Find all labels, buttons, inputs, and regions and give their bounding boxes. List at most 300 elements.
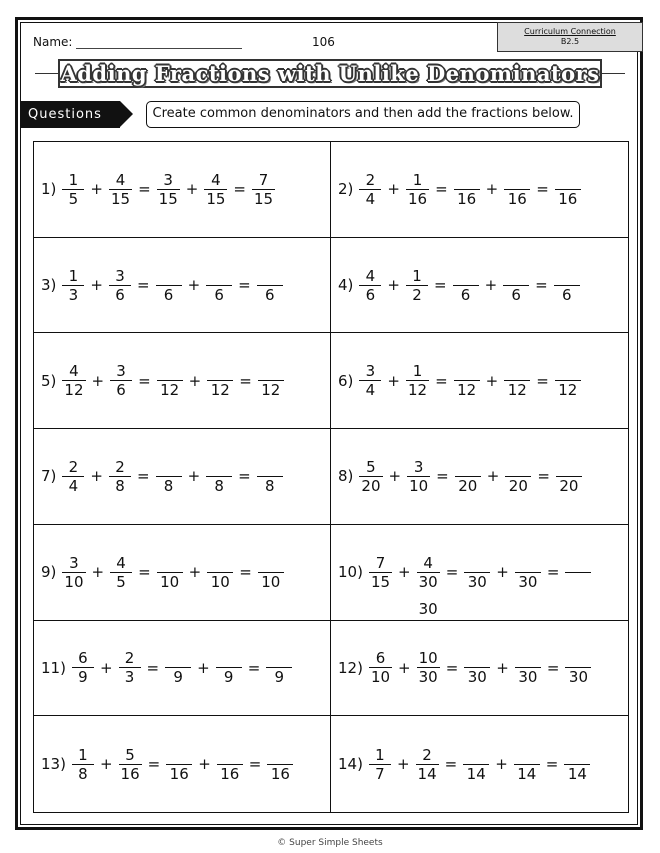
second-addend-numerator: 2 (124, 649, 135, 668)
answer-fraction (252, 171, 275, 208)
problem-cell (331, 142, 628, 238)
answer-denominator: 30 (568, 668, 588, 687)
converted-first-denominator: 30 (467, 572, 487, 591)
converted-second-fraction[interactable] (206, 458, 232, 495)
plus-sign: + (188, 563, 202, 582)
curriculum-title: Curriculum Connection (524, 27, 616, 36)
converted-first-denominator: 20 (458, 476, 478, 495)
equals-sign: = (545, 755, 559, 774)
second-addend-fraction (109, 267, 131, 304)
converted-second-numerator[interactable] (515, 171, 519, 189)
second-addend-denominator: 16 (407, 189, 428, 208)
problem-number: 12) (338, 658, 363, 677)
answer-fraction[interactable] (267, 746, 293, 783)
converted-second-fraction[interactable] (207, 362, 233, 399)
converted-second-denominator: 30 (518, 572, 538, 591)
first-addend-fraction (369, 554, 392, 591)
first-addend-denominator: 4 (365, 381, 376, 400)
first-addend-denominator: 20 (361, 476, 381, 495)
converted-first-numerator[interactable] (474, 746, 478, 764)
first-addend-numerator: 3 (69, 553, 79, 572)
answer-denominator: 6 (561, 285, 572, 304)
plus-sign: + (387, 276, 400, 295)
converted-first-denominator: 16 (169, 764, 189, 783)
first-addend-numerator: 2 (365, 170, 376, 189)
answer-denominator: 14 (567, 764, 587, 783)
converted-first-numerator[interactable] (464, 267, 468, 285)
first-addend-denominator: 3 (68, 285, 79, 304)
plus-sign: + (485, 180, 499, 199)
converted-second-denominator: 16 (220, 764, 240, 783)
answer-fraction[interactable] (556, 458, 582, 495)
answer-numerator[interactable] (576, 649, 580, 667)
problem-cell (34, 716, 331, 812)
converted-first-denominator: 16 (457, 189, 477, 208)
equals-sign: = (535, 276, 548, 295)
plus-sign: + (398, 563, 411, 582)
second-addend-fraction (406, 171, 429, 208)
plus-sign: + (486, 467, 500, 486)
converted-second-numerator[interactable] (218, 554, 222, 572)
converted-second-denominator: 12 (210, 381, 230, 400)
equals-sign: = (233, 180, 246, 199)
problem-cell (34, 238, 331, 334)
converted-first-fraction[interactable] (455, 458, 481, 495)
converted-second-fraction[interactable] (217, 746, 243, 783)
converted-first-fraction[interactable] (463, 746, 489, 783)
plus-sign: + (485, 371, 499, 390)
first-addend-fraction (369, 746, 391, 783)
equals-sign: = (146, 658, 160, 677)
answer-numerator[interactable] (268, 458, 272, 476)
answer-fraction[interactable] (565, 554, 591, 591)
converted-first-denominator: 6 (163, 285, 174, 304)
plus-sign: + (198, 755, 211, 774)
second-addend-fraction (109, 458, 131, 495)
second-addend-fraction (406, 362, 429, 399)
answer-fraction[interactable] (257, 458, 283, 495)
name-field[interactable] (33, 35, 242, 49)
second-addend-denominator: 8 (115, 476, 125, 495)
instruction-box: Create common denominators and then add the fractions below. (146, 101, 580, 128)
converted-second-fraction[interactable] (504, 362, 530, 399)
converted-first-numerator[interactable] (475, 649, 479, 667)
second-addend-denominator: 3 (124, 668, 135, 687)
first-addend-denominator: 10 (370, 668, 391, 687)
second-addend-fraction (109, 171, 132, 208)
answer-numerator[interactable] (277, 649, 281, 667)
plus-sign: + (187, 276, 201, 295)
plus-sign: + (90, 276, 103, 295)
converted-second-numerator[interactable] (514, 267, 518, 285)
plus-sign: + (99, 658, 113, 677)
equals-sign: = (436, 467, 449, 486)
second-addend-denominator: 16 (120, 764, 140, 783)
second-addend-numerator: 2 (115, 457, 125, 476)
answer-numerator: 7 (258, 170, 269, 189)
second-addend-fraction (119, 649, 141, 686)
answer-numerator[interactable] (268, 267, 272, 285)
converted-second-numerator[interactable] (227, 649, 231, 667)
second-addend-fraction (406, 267, 428, 304)
equals-sign: = (435, 371, 448, 390)
converted-first-fraction[interactable] (464, 554, 490, 591)
converted-first-numerator[interactable] (176, 649, 180, 667)
answer-denominator: 9 (274, 668, 285, 687)
first-addend-numerator: 7 (375, 553, 386, 572)
converted-first-numerator[interactable] (465, 171, 469, 189)
second-addend-numerator: 4 (115, 170, 126, 189)
first-addend-denominator: 7 (375, 764, 385, 783)
converted-second-numerator[interactable] (525, 746, 529, 764)
converted-first-fraction (157, 171, 180, 208)
answer-fraction[interactable] (565, 649, 591, 686)
plus-sign: + (99, 755, 113, 774)
answer-numerator[interactable] (566, 362, 570, 380)
equals-sign: = (546, 658, 560, 677)
answer-fraction[interactable] (564, 746, 590, 783)
second-addend-fraction (417, 649, 440, 686)
converted-second-denominator: 12 (507, 381, 527, 400)
converted-second-numerator[interactable] (516, 458, 520, 476)
problem-number: 10) (338, 563, 363, 582)
problem-number: 7) (41, 467, 57, 486)
first-addend-fraction (62, 458, 84, 495)
first-addend-fraction (62, 554, 85, 591)
problems-grid (33, 141, 629, 813)
first-addend-fraction (62, 362, 85, 399)
name-line[interactable] (76, 36, 242, 49)
second-addend-numerator: 3 (115, 266, 125, 285)
problem-number: 11) (41, 658, 66, 677)
second-addend-extra-number: 30 (418, 599, 438, 618)
second-addend-fraction (119, 746, 142, 783)
converted-first-denominator: 14 (466, 764, 486, 783)
answer-fraction[interactable] (554, 267, 580, 304)
answer-denominator: 15 (254, 189, 274, 208)
converted-first-fraction[interactable] (157, 554, 183, 591)
converted-first-denominator: 12 (160, 381, 180, 400)
plus-sign: + (91, 563, 105, 582)
plus-sign: + (187, 467, 201, 486)
plus-sign: + (388, 467, 402, 486)
first-addend-numerator: 1 (375, 745, 385, 764)
plus-sign: + (185, 180, 199, 199)
answer-numerator[interactable] (567, 458, 571, 476)
converted-second-denominator: 14 (517, 764, 537, 783)
first-addend-numerator: 4 (69, 362, 79, 381)
answer-fraction[interactable] (266, 649, 292, 686)
answer-fraction[interactable] (555, 362, 581, 399)
problem-number: 4) (338, 276, 354, 295)
converted-first-numerator[interactable] (168, 362, 172, 380)
second-addend-numerator: 4 (116, 553, 126, 572)
first-addend-denominator: 8 (78, 764, 88, 783)
converted-second-numerator: 4 (211, 170, 221, 189)
questions-label: Questions (20, 101, 120, 128)
answer-fraction[interactable] (257, 267, 283, 304)
questions-arrow (120, 101, 133, 127)
problem-number: 6) (338, 371, 354, 390)
worksheet-title (58, 59, 602, 88)
problem-cell (331, 333, 628, 429)
first-addend-fraction (359, 458, 382, 495)
second-addend-numerator: 2 (422, 745, 432, 764)
converted-second-fraction[interactable] (207, 554, 233, 591)
second-addend-denominator: 6 (116, 381, 126, 400)
converted-second-numerator[interactable] (526, 649, 530, 667)
second-addend-numerator: 3 (413, 457, 424, 476)
answer-fraction[interactable] (258, 554, 284, 591)
converted-first-fraction[interactable] (454, 362, 480, 399)
second-addend-numerator: 10 (418, 649, 438, 668)
answer-numerator[interactable] (566, 171, 570, 189)
curriculum-connection-box (497, 22, 643, 52)
converted-second-numerator[interactable] (218, 362, 222, 380)
second-addend-denominator: 15 (110, 189, 131, 208)
equals-sign: = (239, 371, 252, 390)
second-addend-denominator: 30 (418, 572, 438, 591)
first-addend-denominator: 15 (370, 572, 391, 591)
converted-first-numerator: 3 (163, 170, 173, 189)
converted-second-fraction[interactable] (504, 171, 530, 208)
plus-sign: + (90, 467, 103, 486)
first-addend-numerator: 1 (68, 170, 79, 189)
plus-sign: + (496, 563, 509, 582)
first-addend-denominator: 12 (64, 381, 84, 400)
second-addend-denominator: 6 (115, 285, 125, 304)
converted-second-denominator: 16 (507, 189, 527, 208)
answer-fraction[interactable] (258, 362, 284, 399)
first-addend-numerator: 6 (78, 649, 88, 668)
converted-first-numerator[interactable] (177, 746, 181, 764)
equals-sign: = (433, 276, 447, 295)
converted-second-numerator[interactable] (228, 746, 232, 764)
first-addend-denominator: 4 (365, 189, 376, 208)
second-addend-numerator: 4 (423, 553, 433, 572)
converted-first-fraction[interactable] (156, 458, 182, 495)
plus-sign: + (496, 658, 509, 677)
converted-second-denominator: 15 (206, 189, 226, 208)
converted-first-denominator: 15 (158, 189, 178, 208)
problem-number: 3) (41, 276, 57, 295)
plus-sign: + (495, 755, 508, 774)
second-addend-numerator: 5 (125, 745, 135, 764)
equals-sign: = (238, 467, 251, 486)
problem-cell (331, 429, 628, 525)
second-addend-fraction (110, 362, 132, 399)
converted-first-denominator: 6 (460, 285, 471, 304)
converted-second-fraction (204, 171, 227, 208)
answer-numerator[interactable] (269, 554, 273, 572)
second-addend-denominator: 2 (412, 285, 422, 304)
equals-sign: = (138, 371, 151, 390)
first-addend-numerator: 5 (366, 457, 376, 476)
converted-first-numerator[interactable] (475, 554, 479, 572)
answer-denominator: 12 (261, 381, 281, 400)
answer-numerator[interactable] (576, 554, 580, 572)
first-addend-fraction (62, 267, 84, 304)
plus-sign: + (387, 371, 400, 390)
converted-first-fraction[interactable] (157, 362, 183, 399)
answer-denominator: 16 (270, 764, 290, 783)
plus-sign: + (387, 180, 400, 199)
converted-second-fraction[interactable] (216, 649, 242, 686)
second-addend-denominator: 14 (417, 764, 437, 783)
equals-sign: = (239, 563, 252, 582)
converted-second-denominator: 6 (511, 285, 521, 304)
title-rule-left (35, 73, 59, 74)
problem-cell (34, 142, 331, 238)
converted-second-fraction[interactable] (505, 458, 531, 495)
converted-first-denominator: 10 (160, 572, 180, 591)
converted-second-numerator[interactable] (217, 458, 221, 476)
converted-second-denominator: 30 (518, 668, 538, 687)
plus-sign: + (90, 180, 103, 199)
problem-number: 9) (41, 563, 57, 582)
converted-second-fraction[interactable] (515, 649, 541, 686)
equals-sign: = (138, 180, 151, 199)
curriculum-code: B2.5 (560, 37, 580, 46)
plus-sign: + (398, 658, 411, 677)
converted-first-denominator: 30 (467, 668, 487, 687)
second-addend-numerator: 1 (412, 170, 423, 189)
second-addend-denominator: 30 (418, 668, 438, 687)
converted-first-fraction[interactable] (156, 267, 182, 304)
first-addend-numerator: 1 (78, 745, 88, 764)
problem-cell (34, 621, 331, 717)
converted-second-numerator[interactable] (526, 554, 530, 572)
converted-second-denominator: 6 (214, 285, 224, 304)
first-addend-denominator: 10 (64, 572, 84, 591)
converted-second-fraction[interactable] (206, 267, 232, 304)
worksheet-title-text: Adding Fractions with Unlike Denominators (60, 61, 600, 86)
equals-sign: = (444, 755, 458, 774)
equals-sign: = (537, 467, 550, 486)
converted-second-denominator: 9 (223, 668, 234, 687)
first-addend-numerator: 2 (68, 457, 79, 476)
problem-number: 2) (338, 180, 354, 199)
first-addend-denominator: 6 (365, 285, 376, 304)
name-label: Name: (33, 35, 73, 49)
converted-second-fraction[interactable] (514, 746, 540, 783)
first-addend-fraction (359, 171, 381, 208)
equals-sign: = (445, 658, 459, 677)
answer-denominator: 16 (558, 189, 578, 208)
first-addend-fraction (369, 649, 392, 686)
second-addend-denominator: 5 (116, 572, 126, 591)
converted-first-fraction[interactable] (453, 267, 479, 304)
equals-sign: = (136, 276, 150, 295)
answer-numerator[interactable] (269, 362, 273, 380)
plus-sign: + (188, 371, 202, 390)
converted-first-numerator[interactable] (466, 458, 470, 476)
problem-cell (34, 333, 331, 429)
plus-sign: + (197, 658, 210, 677)
problem-number: 8) (338, 467, 354, 486)
converted-second-denominator: 10 (210, 572, 230, 591)
problem-cell (331, 621, 628, 717)
converted-second-numerator[interactable] (515, 362, 519, 380)
equals-sign: = (435, 180, 448, 199)
equals-sign: = (536, 180, 549, 199)
answer-denominator: 6 (264, 285, 275, 304)
equals-sign: = (445, 563, 459, 582)
converted-second-fraction[interactable] (515, 554, 541, 591)
problem-cell (331, 716, 628, 812)
converted-first-fraction[interactable] (454, 171, 480, 208)
converted-first-numerator[interactable] (168, 554, 172, 572)
plus-sign: + (91, 371, 105, 390)
equals-sign: = (136, 467, 150, 486)
problem-cell (331, 238, 628, 334)
second-addend-fraction (416, 746, 439, 783)
converted-first-denominator: 12 (457, 381, 477, 400)
problem-cell (34, 429, 331, 525)
plus-sign: + (396, 755, 410, 774)
first-addend-numerator: 4 (365, 266, 376, 285)
converted-first-fraction[interactable] (166, 746, 192, 783)
page-number: 106 (312, 35, 335, 49)
answer-numerator[interactable] (565, 267, 569, 285)
converted-first-numerator[interactable] (167, 458, 171, 476)
converted-first-fraction[interactable] (165, 649, 191, 686)
equals-sign: = (138, 563, 151, 582)
second-addend-numerator: 1 (412, 362, 423, 381)
problem-cell (34, 525, 331, 621)
converted-first-denominator: 9 (173, 668, 183, 687)
answer-denominator: 10 (261, 572, 281, 591)
problem-number: 13) (41, 755, 66, 774)
answer-numerator[interactable] (575, 746, 579, 764)
converted-second-numerator[interactable] (217, 267, 221, 285)
plus-sign: + (484, 276, 498, 295)
first-addend-numerator: 3 (365, 362, 376, 381)
answer-numerator[interactable] (278, 746, 282, 764)
equals-sign: = (147, 755, 161, 774)
converted-first-numerator[interactable] (167, 267, 171, 285)
converted-second-denominator: 20 (508, 476, 528, 495)
second-addend-denominator: 10 (409, 476, 429, 495)
answer-denominator (576, 573, 580, 591)
first-addend-denominator: 4 (68, 476, 79, 495)
converted-first-fraction[interactable] (464, 649, 490, 686)
answer-denominator: 8 (264, 476, 275, 495)
first-addend-fraction (62, 171, 84, 208)
equals-sign: = (546, 563, 560, 582)
equals-sign: = (238, 276, 251, 295)
equals-sign: = (247, 658, 261, 677)
first-addend-denominator: 9 (78, 668, 88, 687)
first-addend-numerator: 1 (68, 266, 79, 285)
second-addend-numerator: 1 (412, 266, 422, 285)
answer-denominator: 20 (559, 476, 579, 495)
equals-sign: = (248, 755, 262, 774)
converted-second-fraction[interactable] (503, 267, 529, 304)
answer-fraction[interactable] (555, 171, 581, 208)
second-addend-fraction (407, 458, 430, 495)
problem-number: 1) (41, 180, 57, 199)
problem-number: 14) (338, 755, 363, 774)
equals-sign: = (536, 371, 549, 390)
converted-first-denominator: 8 (163, 476, 174, 495)
answer-denominator: 12 (558, 381, 578, 400)
converted-first-numerator[interactable] (465, 362, 469, 380)
first-addend-numerator: 6 (375, 649, 386, 668)
first-addend-fraction (359, 267, 381, 304)
first-addend-fraction (359, 362, 381, 399)
second-addend-numerator: 3 (116, 362, 126, 381)
